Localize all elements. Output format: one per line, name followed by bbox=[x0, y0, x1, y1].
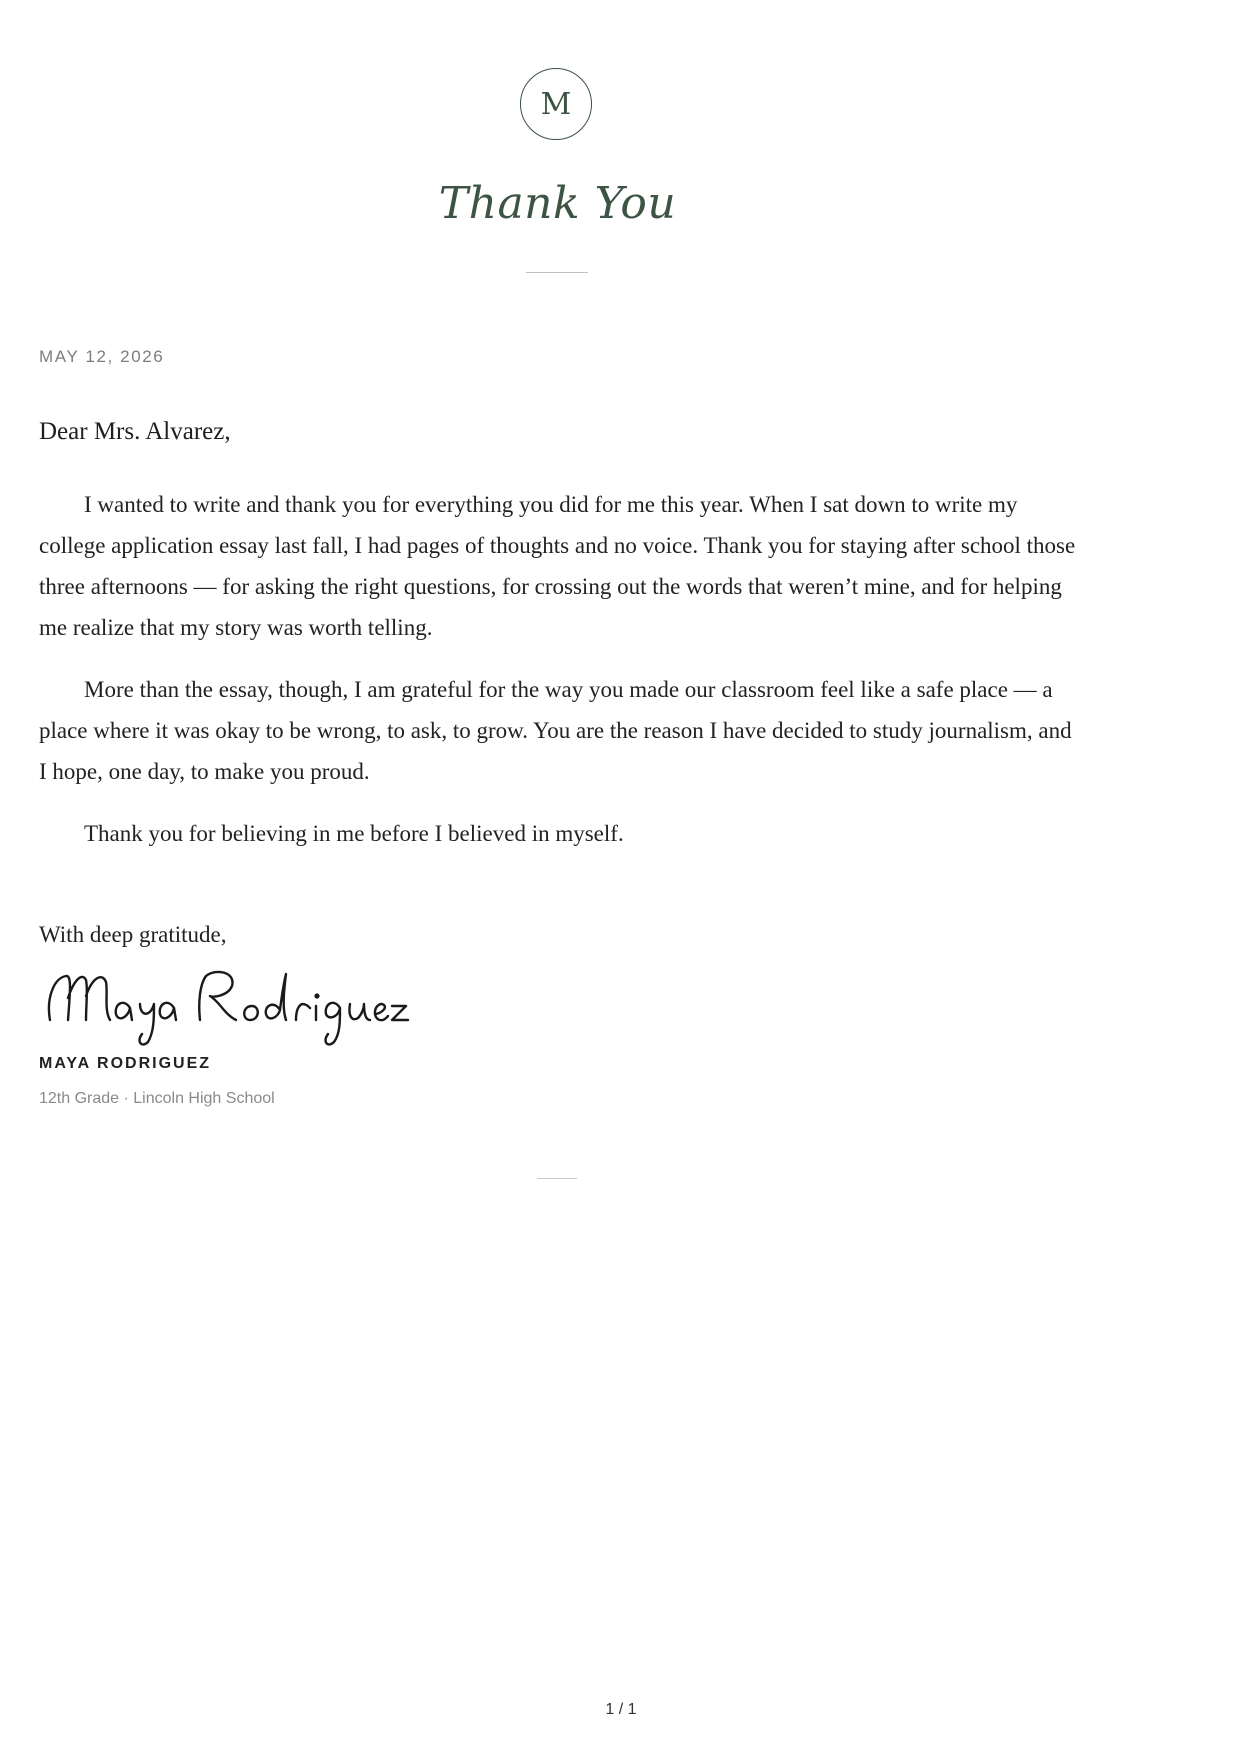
body-paragraph: More than the essay, though, I am grateful for the way you made our classroom feel like a safe place — a place where it was okay to be wrong, to ask, to grow. You are the reason I have decided to study journalism, and I hope, one day, to make you proud. bbox=[39, 677, 1072, 784]
closing-line: With deep gratitude, bbox=[39, 922, 227, 947]
handwritten-signature bbox=[40, 958, 420, 1055]
body-paragraph: Thank you for believing in me before I believed in myself. bbox=[84, 821, 624, 846]
letter-date: MAY 12, 2026 bbox=[39, 347, 165, 366]
greeting: Dear Mrs. Alvarez, bbox=[39, 418, 231, 445]
letter-body bbox=[39, 484, 1079, 875]
footer-divider bbox=[537, 1178, 577, 1179]
body-paragraph: I wanted to write and thank you for everything you did for me this year. When I sat down to write my college application essay last fall, I had pages of thoughts and no voice. Thank you for staying after school those three afternoons — for asking the right questions, for crossing out the words that weren’t mine, and for helping me realize that my story was worth telling. bbox=[39, 492, 1076, 640]
title-divider bbox=[526, 272, 588, 273]
monogram-letter: M bbox=[540, 86, 572, 122]
monogram-badge bbox=[520, 68, 592, 140]
sender-name: MAYA RODRIGUEZ bbox=[39, 1055, 212, 1072]
letter-title: Thank You bbox=[438, 178, 677, 229]
sender-detail: 12th Grade · Lincoln High School bbox=[39, 1090, 275, 1107]
page-number: 1 / 1 bbox=[605, 1701, 637, 1718]
